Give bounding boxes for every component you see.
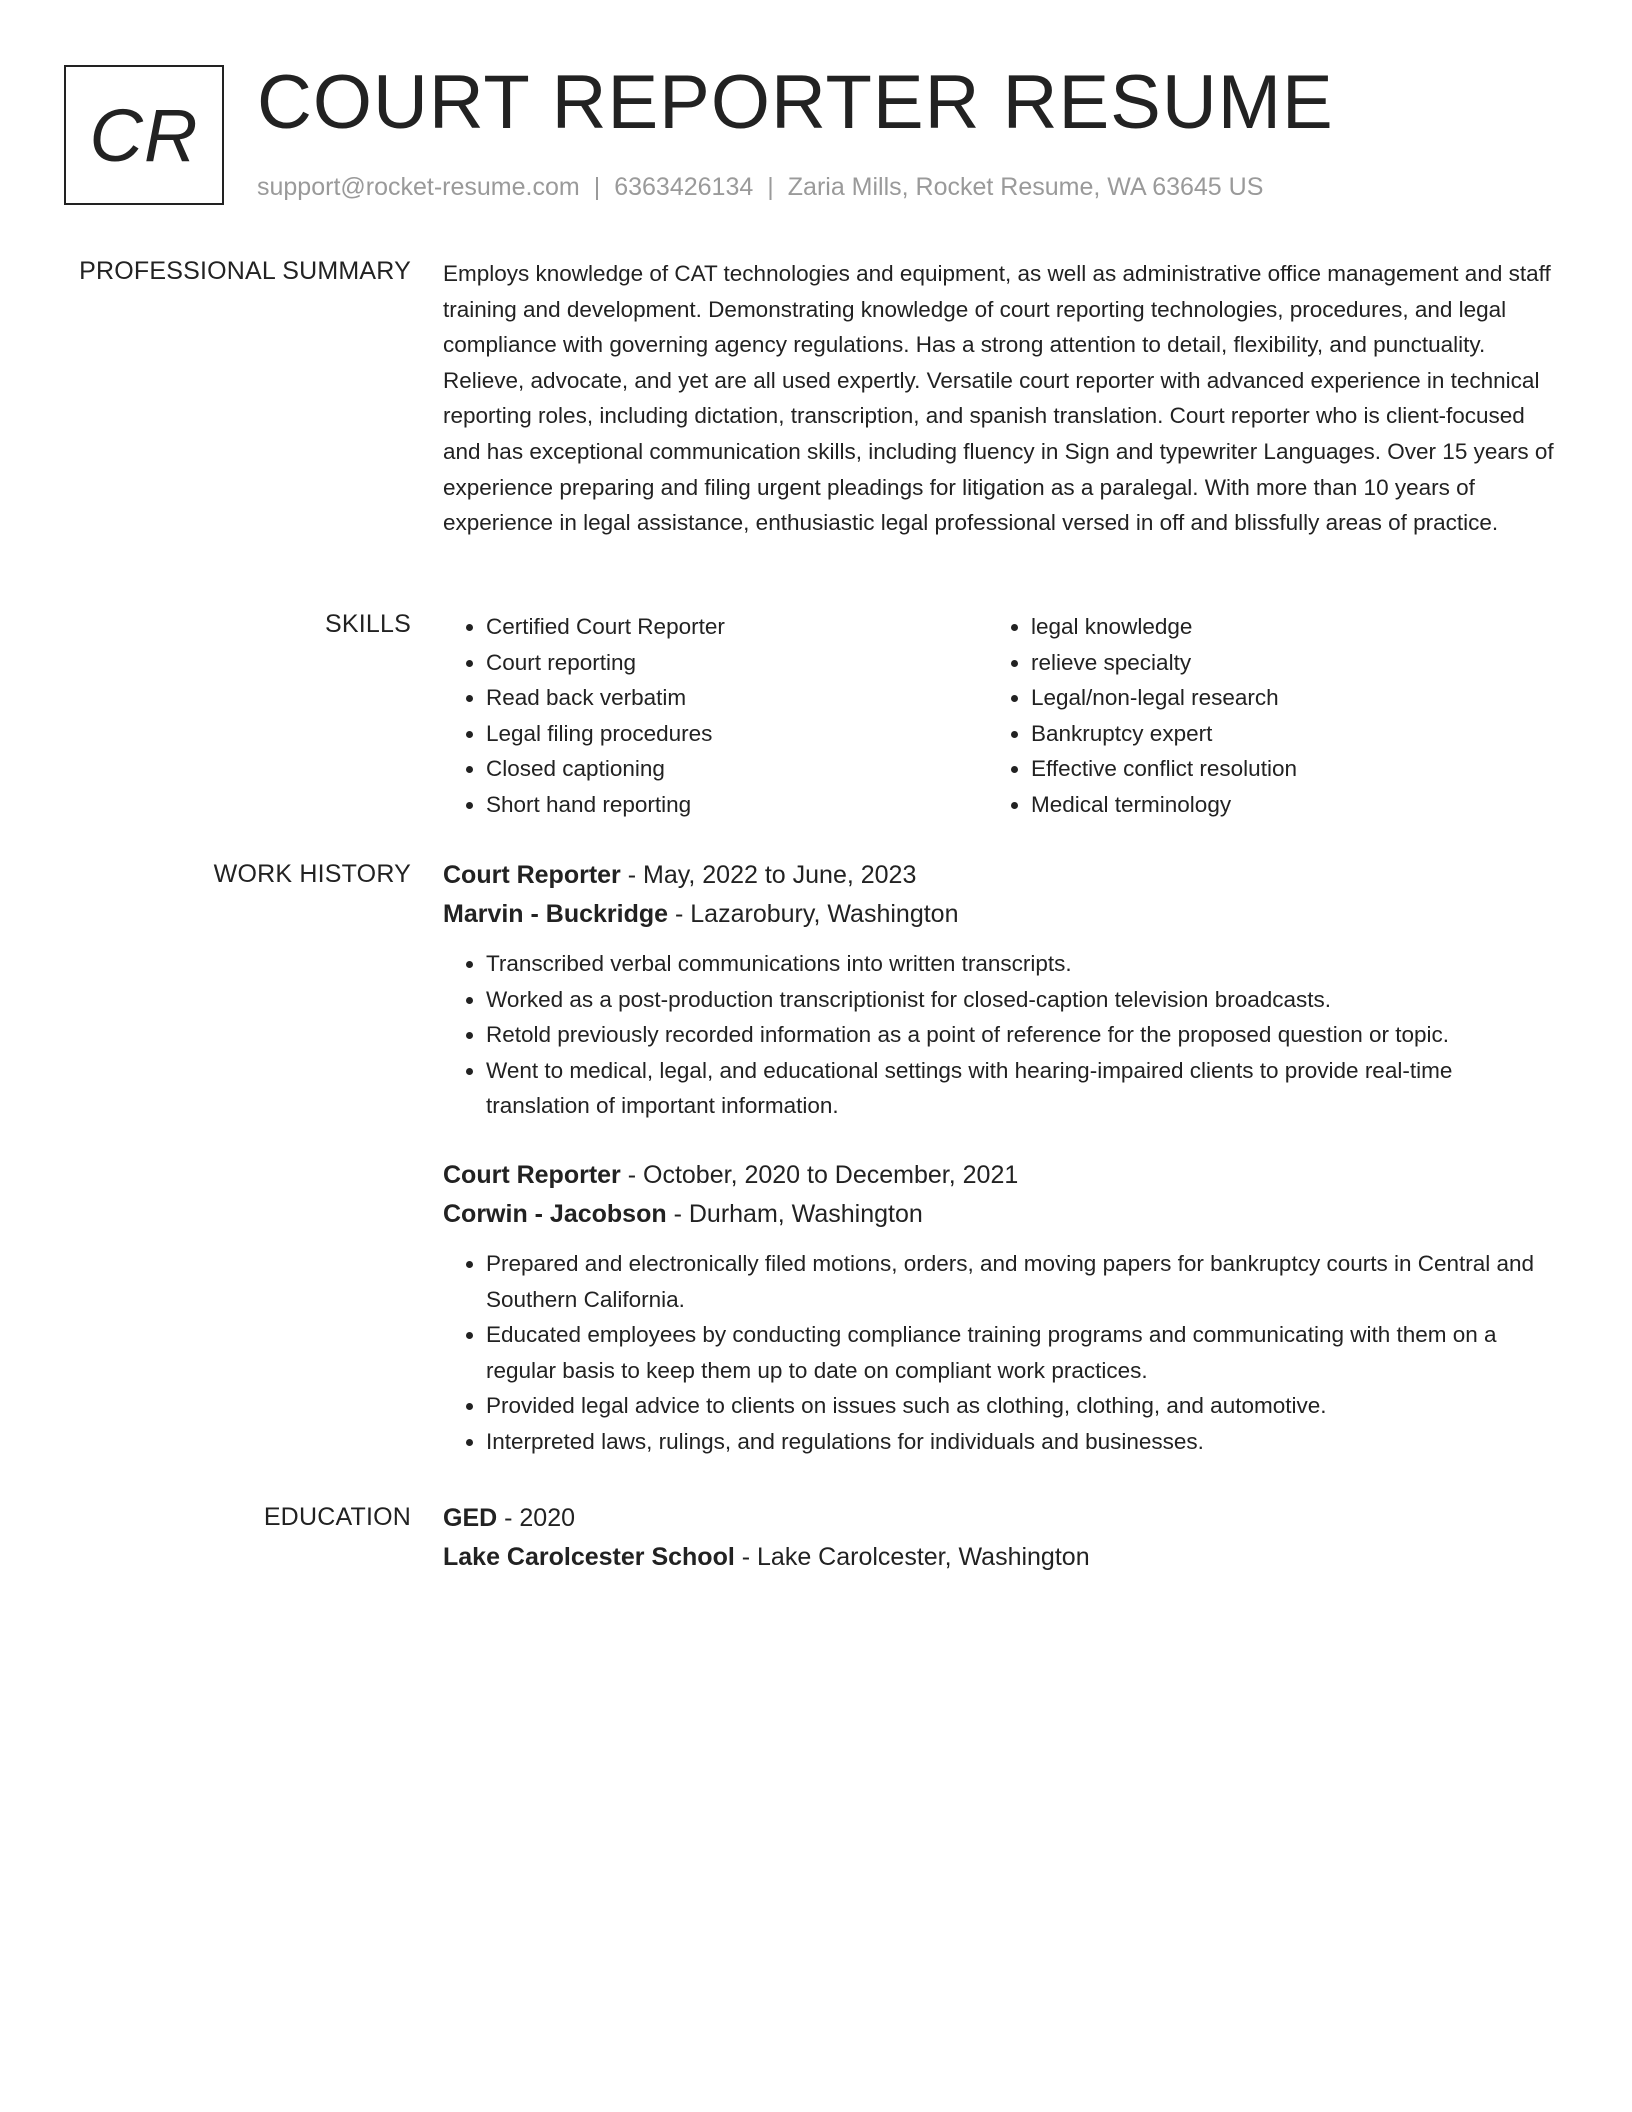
job-title: Court Reporter xyxy=(443,1160,621,1189)
job-bullet: • Transcribed verbal communications into written transcripts. xyxy=(486,946,1558,982)
contact-email: support@rocket-resume.com xyxy=(257,173,580,201)
job-location: - Durham, Washington xyxy=(666,1199,923,1228)
skill-item: • relieve specialty xyxy=(1031,645,1533,681)
school-location: - Lake Carolcester, Washington xyxy=(734,1543,1090,1571)
resume-header xyxy=(64,60,1564,210)
education-section-label: EDUCATION xyxy=(263,1503,411,1531)
skill-item: • Closed captioning xyxy=(486,751,988,787)
work-history-section xyxy=(443,856,1558,1492)
job-dates: - May, 2022 to June, 2023 xyxy=(620,861,917,889)
job-bullet: • Went to medical, legal, and educational settings with hearing-impaired clients to provide real-time translation of important information. xyxy=(486,1053,1558,1124)
job-company: Marvin - Buckridge xyxy=(443,900,669,928)
skill-item: • Medical terminology xyxy=(1031,787,1533,823)
skill-item: • Effective conflict resolution xyxy=(1031,751,1533,787)
skills-column-right xyxy=(988,609,1533,823)
education-section xyxy=(443,1499,1558,1577)
school-name: Lake Carolcester School xyxy=(443,1543,735,1571)
job-entry xyxy=(443,856,1558,1124)
degree-line xyxy=(443,1499,1558,1538)
job-title-line xyxy=(443,1156,1558,1195)
job-company-line xyxy=(443,1195,1558,1234)
graduation-year: - 2020 xyxy=(497,1504,576,1532)
job-bullet: • Interpreted laws, rulings, and regulations for individuals and businesses. xyxy=(486,1424,1558,1460)
skill-item: • Read back verbatim xyxy=(486,680,988,716)
job-bullet: • Provided legal advice to clients on issues such as clothing, clothing, and automotive. xyxy=(486,1388,1558,1424)
job-bullet: • Retold previously recorded information as a point of reference for the proposed question or topic. xyxy=(486,1017,1558,1053)
summary-section xyxy=(443,256,1558,541)
job-bullet: • Worked as a post-production transcriptionist for closed-caption television broadcasts. xyxy=(486,982,1558,1018)
contact-separator: | xyxy=(593,173,601,201)
job-dates: - October, 2020 to December, 2021 xyxy=(620,1160,1019,1189)
skill-item: • Legal filing procedures xyxy=(486,716,988,752)
job-title-line xyxy=(443,856,1558,895)
skills-column-left xyxy=(443,609,988,823)
job-bullet-list xyxy=(443,946,1558,1124)
job-title: Court Reporter xyxy=(443,861,621,889)
contact-address: Zaria Mills, Rocket Resume, WA 63645 US xyxy=(787,173,1264,201)
page-title: COURT REPORTER RESUME xyxy=(257,60,1334,145)
school-line xyxy=(443,1538,1558,1577)
work-history-section-label: WORK HISTORY xyxy=(213,860,411,888)
contact-line xyxy=(257,173,1263,202)
skill-item: • legal knowledge xyxy=(1031,609,1533,645)
job-location: - Lazarobury, Washington xyxy=(668,900,959,928)
job-bullet: • Prepared and electronically filed motions, orders, and moving papers for bankruptcy courts in Central and Southern California. xyxy=(486,1246,1558,1317)
skills-section xyxy=(443,609,1558,823)
job-company: Corwin - Jacobson xyxy=(443,1199,667,1228)
skill-item: • Bankruptcy expert xyxy=(1031,716,1533,752)
contact-phone: 6363426134 xyxy=(614,173,754,201)
skill-item: • Short hand reporting xyxy=(486,787,988,823)
skills-section-label: SKILLS xyxy=(325,610,411,638)
degree: GED xyxy=(443,1504,498,1532)
skill-item: • Certified Court Reporter xyxy=(486,609,988,645)
job-bullet: • Educated employees by conducting compliance training programs and communicating with them on a regular basis to keep them up to date on compliant work practices. xyxy=(486,1317,1558,1388)
job-bullet-list xyxy=(443,1246,1558,1460)
summary-section-label: PROFESSIONAL SUMMARY xyxy=(79,257,411,285)
skill-item: • Legal/non-legal research xyxy=(1031,680,1533,716)
contact-separator: | xyxy=(767,173,774,201)
job-entry xyxy=(443,1156,1558,1460)
job-company-line xyxy=(443,895,1558,934)
skill-item: • Court reporting xyxy=(486,645,988,681)
monogram-logo: CR xyxy=(64,65,224,205)
summary-text: Employs knowledge of CAT technologies and equipment, as well as administrative office management and staff training and development. Demonstrating knowledge of court reporting technologies, procedures, and legal compliance with governing agency regulations. Has a strong attention to detail, flexibility, and punctuality. Relieve, advocate, and yet are all used expertly. Versatile court reporter with advanced experience in technical reporting roles, including dictation, transcription, and spanish translation. Court reporter who is client-focused and has exceptional communication skills, including fluency in Sign and typewriter Languages. Over 15 years of experience preparing and filing urgent pleadings for litigation as a paralegal. With more than 10 years of experience in legal assistance, enthusiastic legal professional versed in off and blissfully areas of practice. xyxy=(443,261,1554,536)
